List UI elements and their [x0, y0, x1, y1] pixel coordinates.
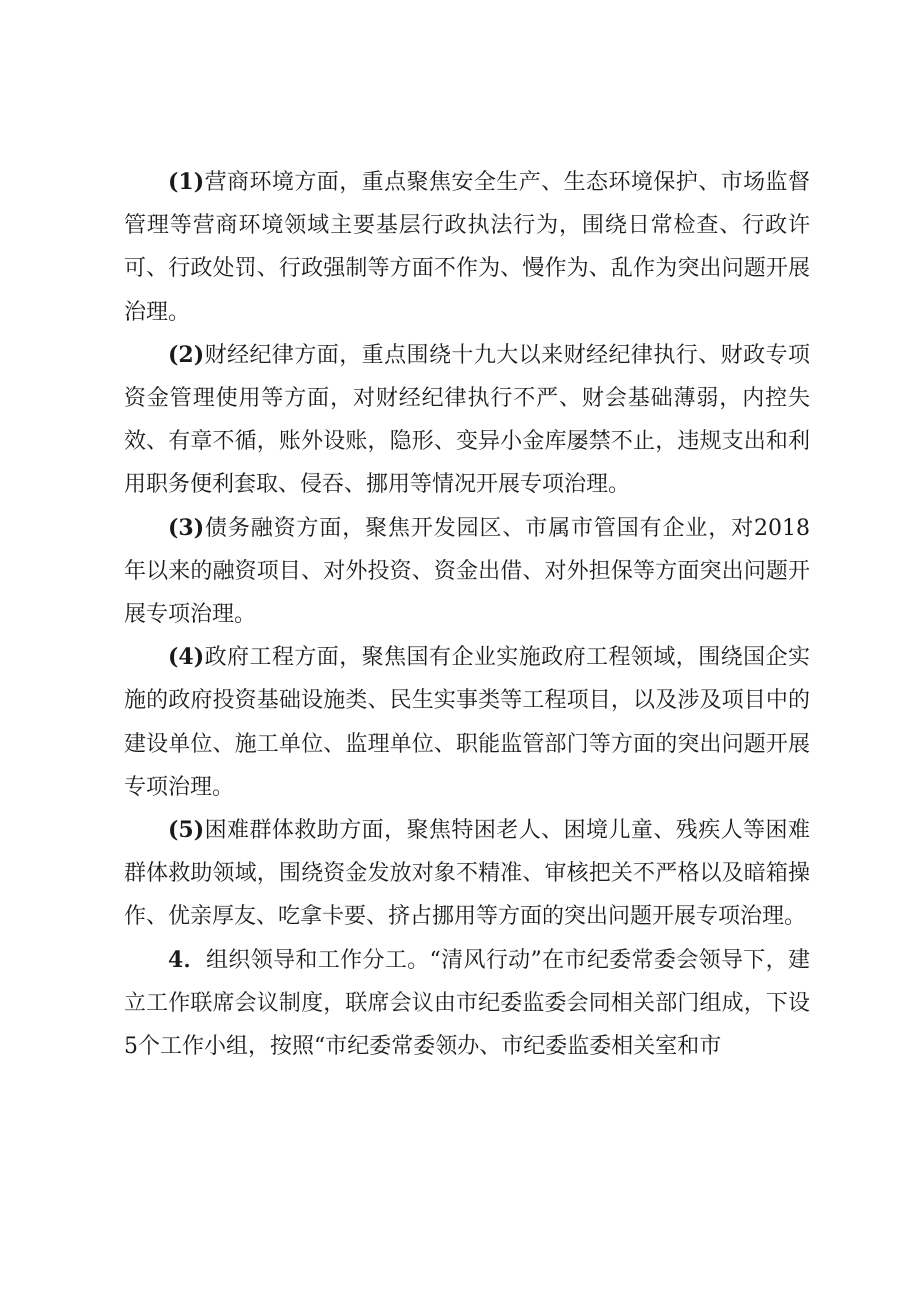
paragraph-number: (3)	[168, 514, 205, 541]
document-body	[124, 161, 810, 1068]
section-number: 4．	[168, 946, 207, 973]
paragraph-text: 政府工程方面，聚焦国有企业实施政府工程领域，围绕国企实施的政府投资基础设施类、民生实事类等工程项目，以及涉及项目中的建设单位、施工单位、监理单位、职能监管部门等方面的突出问题开展专项治理。	[124, 645, 810, 800]
paragraph-3	[124, 507, 810, 637]
paragraph-number: (4)	[168, 644, 205, 671]
paragraph-6	[124, 939, 810, 1069]
paragraph-text: 组织领导和工作分工。“清风行动”在市纪委常委会领导下，建立工作联席会议制度，联席会议由市纪委监委会同相关部门组成，下设5个工作小组，按照“市纪委常委领办、市纪委监委相关室和市	[124, 947, 810, 1060]
paragraph-text: 营商环境方面，重点聚焦安全生产、生态环境保护、市场监督管理等营商环境领域主要基层行政执法行为，围绕日常检查、行政许可、行政处罚、行政强制等方面不作为、慢作为、乱作为突出问题开展治理。	[124, 170, 810, 325]
paragraph-text: 财经纪律方面，重点围绕十九大以来财经纪律执行、财政专项资金管理使用等方面，对财经纪律执行不严、财会基础薄弱，内控失效、有章不循，账外设账，隐形、变异小金库屡禁不止，违规支出和利用职务便利套取、侵吞、挪用等情况开展专项治理。	[124, 342, 810, 498]
paragraph-number: (1)	[168, 169, 205, 195]
paragraph-number: (2)	[168, 341, 205, 368]
paragraph-text: 困难群体救助方面，聚焦特困老人、困境儿童、残疾人等困难群体救助领域，围绕资金发放对象不精准、审核把关不严格以及暗箱操作、优亲厚友、吃拿卡要、挤占挪用等方面的突出问题开展专项治理。	[124, 818, 810, 930]
paragraph-2	[124, 334, 810, 507]
paragraph-5	[124, 809, 810, 939]
paragraph-4	[124, 636, 810, 809]
paragraph-text: 债务融资方面，聚焦开发园区、市属市管国有企业，对2018年以来的融资项目、对外投资、资金出借、对外担保等方面突出问题开展专项治理。	[124, 515, 810, 628]
paragraph-1	[124, 161, 810, 334]
paragraph-number: (5)	[168, 817, 205, 844]
